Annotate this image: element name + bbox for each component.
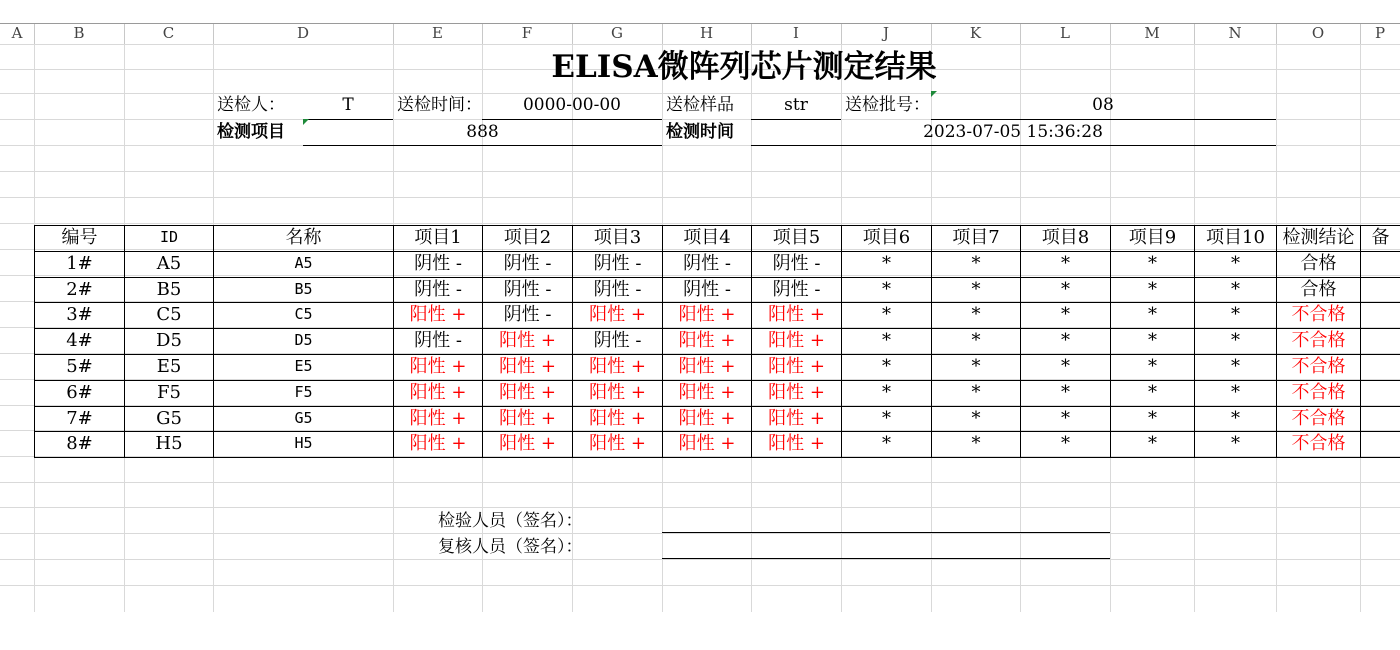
- column-header-10[interactable]: J: [882, 24, 889, 42]
- row-gridline: [0, 171, 1400, 172]
- column-header-divider: [1020, 24, 1021, 44]
- table-cell[interactable]: 2#: [66, 279, 93, 300]
- table-cell[interactable]: 合格: [1300, 253, 1337, 274]
- table-cell[interactable]: 8#: [66, 433, 93, 454]
- table-header-cell[interactable]: 项目4: [683, 227, 731, 248]
- table-cell[interactable]: *: [1061, 330, 1070, 351]
- column-header-2[interactable]: B: [73, 24, 85, 42]
- table-cell[interactable]: *: [882, 408, 891, 429]
- column-header-13[interactable]: M: [1144, 24, 1160, 42]
- column-header-divider: [482, 24, 483, 44]
- table-cell[interactable]: *: [1148, 408, 1157, 429]
- column-header-divider: [841, 24, 842, 44]
- table-header-cell[interactable]: 项目9: [1128, 227, 1177, 248]
- remark-cell[interactable]: [1361, 277, 1400, 302]
- table-cell[interactable]: *: [882, 279, 891, 300]
- table-cell[interactable]: 不合格: [1291, 330, 1346, 351]
- batch-value-cell[interactable]: 08: [1092, 95, 1114, 115]
- table-cell[interactable]: 阳性 +: [678, 433, 736, 454]
- table-cell[interactable]: *: [1061, 408, 1070, 429]
- table-cell[interactable]: 阳性 +: [409, 304, 467, 325]
- table-header-cell[interactable]: 项目10: [1206, 227, 1265, 248]
- table-cell[interactable]: 阳性 +: [678, 408, 736, 429]
- row-gridline: [0, 559, 1400, 560]
- table-header-cell[interactable]: 备: [1371, 227, 1390, 248]
- report-title: ELISA微阵列芯片测定结果: [551, 49, 937, 85]
- table-cell[interactable]: H5: [294, 434, 313, 452]
- table-header-cell[interactable]: 名称: [285, 227, 322, 248]
- batch-label: 送检批号：: [845, 95, 930, 115]
- table-cell[interactable]: E5: [156, 356, 182, 377]
- table-cell[interactable]: 阴性 -: [772, 253, 821, 274]
- table-cell[interactable]: *: [971, 330, 981, 351]
- table-cell[interactable]: *: [882, 382, 891, 403]
- table-cell[interactable]: 阳性 +: [409, 433, 467, 454]
- table-cell[interactable]: *: [971, 279, 981, 300]
- table-cell[interactable]: 不合格: [1291, 433, 1346, 454]
- table-cell[interactable]: 阴性 -: [503, 304, 552, 325]
- row-gridline: [0, 533, 1400, 534]
- table-cell[interactable]: 阳性 +: [409, 382, 467, 403]
- sample-value-cell[interactable]: str: [784, 95, 808, 115]
- table-header-cell[interactable]: 项目8: [1041, 227, 1090, 248]
- test-time-label: 检测时间: [666, 122, 734, 142]
- table-cell[interactable]: C5: [156, 304, 182, 325]
- table-cell[interactable]: *: [971, 304, 981, 325]
- table-cell[interactable]: *: [1148, 253, 1157, 274]
- table-cell[interactable]: *: [1231, 330, 1240, 351]
- table-cell[interactable]: E5: [294, 357, 313, 375]
- table-cell[interactable]: *: [971, 382, 981, 403]
- table-cell[interactable]: *: [882, 356, 891, 377]
- column-header-divider: [1276, 24, 1277, 44]
- table-cell[interactable]: *: [1231, 382, 1240, 403]
- table-cell[interactable]: 阴性 -: [683, 279, 731, 300]
- table-cell[interactable]: 阴性 -: [414, 279, 462, 300]
- table-cell[interactable]: 阴性 -: [683, 253, 731, 274]
- column-header-4[interactable]: D: [296, 24, 310, 42]
- table-header-cell[interactable]: 项目2: [503, 227, 552, 248]
- table-cell[interactable]: C5: [294, 305, 313, 323]
- table-cell[interactable]: 阳性 +: [768, 330, 825, 351]
- table-cell[interactable]: 阳性 +: [678, 304, 736, 325]
- table-cell[interactable]: B5: [156, 279, 182, 300]
- table-cell[interactable]: 阴性 -: [593, 253, 642, 274]
- table-cell[interactable]: 3#: [66, 304, 93, 325]
- inspector-signature-label: 检验人员（签名）：: [438, 511, 583, 531]
- column-header-8[interactable]: H: [699, 24, 714, 42]
- table-cell[interactable]: 不合格: [1291, 304, 1346, 325]
- table-cell[interactable]: *: [1061, 304, 1070, 325]
- table-cell[interactable]: 合格: [1300, 279, 1337, 300]
- column-header-7[interactable]: G: [611, 24, 623, 42]
- table-cell[interactable]: *: [1148, 356, 1157, 377]
- table-cell[interactable]: *: [882, 253, 891, 274]
- table-cell[interactable]: 阴性 -: [414, 253, 462, 274]
- table-cell[interactable]: F5: [294, 383, 313, 401]
- table-cell[interactable]: 阳性 +: [768, 356, 825, 377]
- row-gridline: [0, 482, 1400, 483]
- project-underline: [303, 145, 662, 146]
- table-cell[interactable]: *: [1231, 279, 1240, 300]
- table-header-cell[interactable]: 项目1: [414, 227, 462, 248]
- table-cell[interactable]: 阴性 -: [593, 330, 642, 351]
- table-cell[interactable]: 阳性 +: [589, 304, 646, 325]
- column-header-divider: [751, 24, 752, 44]
- table-header-cell[interactable]: 项目3: [593, 227, 642, 248]
- column-header-16[interactable]: P: [1374, 24, 1386, 42]
- table-cell[interactable]: *: [1231, 253, 1240, 274]
- table-cell[interactable]: 阳性 +: [768, 433, 825, 454]
- table-cell[interactable]: 阳性 +: [499, 433, 556, 454]
- table-cell[interactable]: 阳性 +: [499, 356, 556, 377]
- column-header-12[interactable]: L: [1060, 24, 1070, 42]
- project-value-cell[interactable]: 888: [466, 122, 499, 142]
- remark-cell[interactable]: [1361, 328, 1400, 353]
- table-cell[interactable]: 阳性 +: [499, 408, 556, 429]
- project-label: 检测项目: [217, 122, 285, 142]
- remark-cell[interactable]: [1361, 431, 1400, 456]
- test-time-value-cell[interactable]: 2023-07-05 15:36:28: [923, 122, 1103, 142]
- remark-cell[interactable]: [1361, 380, 1400, 405]
- column-header-14[interactable]: N: [1228, 24, 1242, 42]
- table-cell[interactable]: 阳性 +: [499, 382, 556, 403]
- table-cell[interactable]: *: [1231, 433, 1240, 454]
- table-cell[interactable]: *: [882, 304, 891, 325]
- table-cell[interactable]: B5: [294, 280, 313, 298]
- table-cell[interactable]: *: [1061, 382, 1070, 403]
- column-header-11[interactable]: K: [969, 24, 982, 42]
- row-gridline: [0, 507, 1400, 508]
- reviewer-signature-label: 复核人员（签名）：: [438, 537, 583, 557]
- table-header-cell[interactable]: 项目6: [862, 227, 911, 248]
- table-cell[interactable]: *: [1061, 279, 1070, 300]
- column-header-15[interactable]: O: [1311, 24, 1325, 42]
- table-cell[interactable]: *: [1148, 330, 1157, 351]
- table-cell[interactable]: H5: [155, 433, 183, 454]
- table-header-cell[interactable]: 项目7: [952, 227, 1000, 248]
- sender-label: 送检人：: [217, 95, 285, 115]
- row-gridline: [0, 585, 1400, 586]
- table-cell[interactable]: *: [971, 253, 981, 274]
- column-header-divider: [34, 24, 35, 44]
- table-cell[interactable]: *: [1148, 279, 1157, 300]
- table-cell[interactable]: *: [1231, 304, 1240, 325]
- column-header-9[interactable]: I: [793, 24, 799, 42]
- table-cell[interactable]: 阴性 -: [503, 253, 552, 274]
- column-header-divider: [213, 24, 214, 44]
- table-cell[interactable]: 阴性 -: [414, 330, 462, 351]
- table-cell[interactable]: 阳性 +: [768, 382, 825, 403]
- table-cell[interactable]: *: [1061, 433, 1070, 454]
- table-cell[interactable]: A5: [294, 254, 313, 272]
- remark-cell[interactable]: [1361, 406, 1400, 431]
- column-header-divider: [393, 24, 394, 44]
- table-header-cell[interactable]: ID: [159, 228, 179, 246]
- table-cell[interactable]: 6#: [66, 382, 93, 403]
- table-cell[interactable]: 阴性 -: [593, 279, 642, 300]
- table-cell[interactable]: A5: [156, 253, 182, 274]
- table-cell[interactable]: F5: [157, 382, 181, 403]
- table-cell[interactable]: *: [1061, 253, 1070, 274]
- table-cell[interactable]: 阳性 +: [768, 408, 825, 429]
- send-time-value-cell[interactable]: 0000-00-00: [522, 95, 621, 115]
- row-gridline: [0, 223, 1400, 224]
- table-cell[interactable]: 5#: [66, 356, 93, 377]
- table-cell[interactable]: 阳性 +: [589, 408, 646, 429]
- table-cell[interactable]: 阳性 +: [678, 330, 736, 351]
- column-header-divider: [1110, 24, 1111, 44]
- column-header-divider: [1360, 24, 1361, 44]
- table-cell[interactable]: 阳性 +: [409, 408, 467, 429]
- column-header-5[interactable]: E: [432, 24, 443, 42]
- table-row-border: [34, 457, 1400, 458]
- table-cell[interactable]: 阴性 -: [503, 279, 552, 300]
- table-cell[interactable]: 不合格: [1291, 382, 1346, 403]
- reviewer-signature-line[interactable]: [662, 558, 1110, 559]
- table-cell[interactable]: *: [971, 433, 981, 454]
- table-cell[interactable]: 阳性 +: [589, 356, 646, 377]
- send-time-label: 送检时间：: [397, 95, 482, 115]
- table-cell[interactable]: 1#: [66, 253, 93, 274]
- table-cell[interactable]: 不合格: [1291, 356, 1346, 377]
- column-header-divider: [572, 24, 573, 44]
- column-header-1[interactable]: A: [11, 24, 23, 42]
- remark-cell[interactable]: [1361, 302, 1400, 327]
- table-cell[interactable]: 阳性 +: [499, 330, 556, 351]
- table-cell[interactable]: *: [1231, 408, 1240, 429]
- table-cell[interactable]: *: [1148, 304, 1157, 325]
- table-cell[interactable]: *: [882, 433, 891, 454]
- remark-cell[interactable]: [1361, 251, 1400, 276]
- table-header-cell[interactable]: 项目5: [772, 227, 821, 248]
- table-cell[interactable]: D5: [294, 331, 313, 349]
- table-cell[interactable]: *: [1148, 433, 1157, 454]
- table-cell[interactable]: *: [1061, 356, 1070, 377]
- table-cell[interactable]: *: [882, 330, 891, 351]
- table-header-cell[interactable]: 检测结论: [1282, 227, 1355, 248]
- table-cell[interactable]: G5: [294, 409, 313, 427]
- inspector-signature-line[interactable]: [662, 532, 1110, 533]
- column-header-divider: [662, 24, 663, 44]
- sender-value-cell[interactable]: T: [342, 95, 354, 115]
- table-cell[interactable]: *: [1231, 356, 1240, 377]
- column-header-6[interactable]: F: [521, 24, 533, 42]
- test-time-underline: [751, 145, 1276, 146]
- table-cell[interactable]: *: [971, 408, 981, 429]
- column-header-divider: [1194, 24, 1195, 44]
- table-cell[interactable]: 4#: [66, 330, 93, 351]
- table-cell[interactable]: 不合格: [1291, 408, 1346, 429]
- table-cell[interactable]: 阳性 +: [678, 356, 736, 377]
- column-header-3[interactable]: C: [162, 24, 175, 42]
- table-cell[interactable]: D5: [156, 330, 182, 351]
- table-cell[interactable]: 阳性 +: [589, 382, 646, 403]
- table-cell[interactable]: *: [971, 356, 981, 377]
- table-cell[interactable]: *: [1148, 382, 1157, 403]
- column-header-divider: [124, 24, 125, 44]
- table-cell[interactable]: 7#: [66, 408, 93, 429]
- table-cell[interactable]: 阴性 -: [772, 279, 821, 300]
- table-cell[interactable]: 阳性 +: [768, 304, 825, 325]
- row-gridline: [0, 197, 1400, 198]
- remark-cell[interactable]: [1361, 354, 1400, 379]
- table-cell[interactable]: 阳性 +: [409, 356, 467, 377]
- table-header-cell[interactable]: 编号: [61, 227, 98, 248]
- table-cell[interactable]: 阳性 +: [589, 433, 646, 454]
- table-cell[interactable]: G5: [156, 408, 182, 429]
- sample-label: 送检样品: [666, 95, 734, 115]
- column-header-divider: [931, 24, 932, 44]
- table-cell[interactable]: 阳性 +: [678, 382, 736, 403]
